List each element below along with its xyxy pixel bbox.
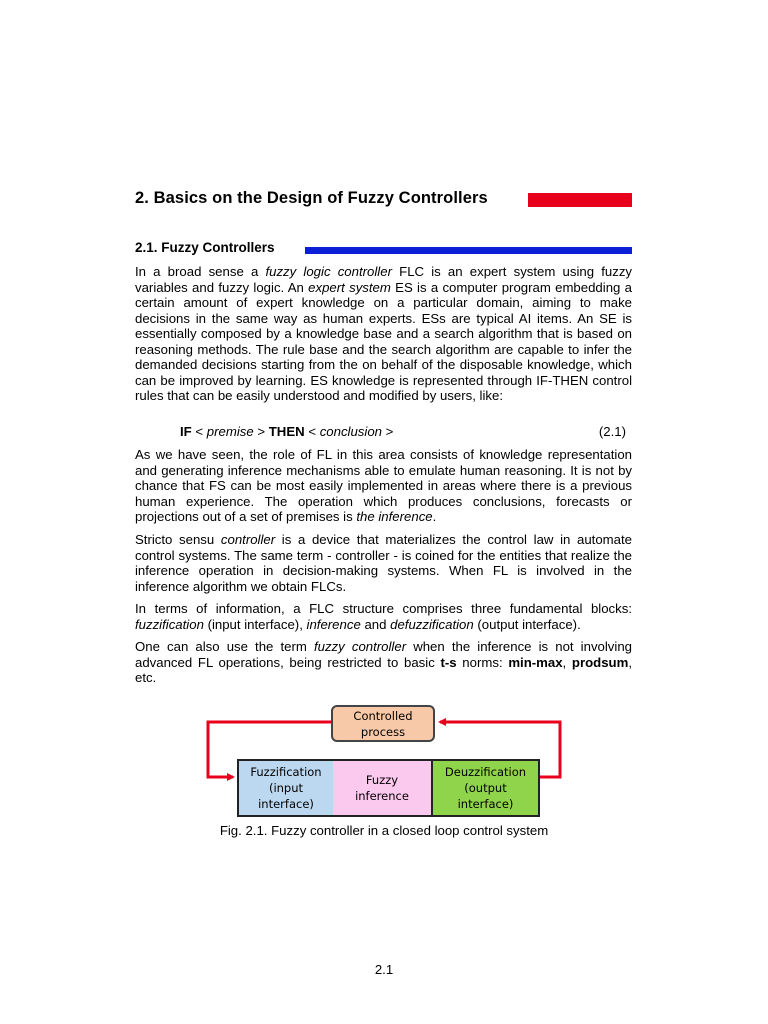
- paragraph-run: defuzzification: [390, 616, 474, 632]
- equation-if-keyword: IF: [180, 424, 192, 439]
- fuzzy-inference-label: Fuzzy inference: [355, 773, 409, 803]
- paragraph-run: when the inference is not involving advanced FL operations, being restricted to basic: [135, 639, 632, 670]
- paragraph-run: is a device that materializes the control law in automate control systems. The same term - controller - is coined for the entities that realize the inference operation in decision-making systems. When FL is involved in the inference algorithm we obtain FLCs.: [135, 532, 632, 594]
- paragraph-run: and: [360, 616, 391, 632]
- equation-lt: <: [195, 424, 204, 439]
- paragraph-run: the inference: [356, 509, 433, 524]
- paragraph-run: Stricto sensu: [135, 532, 221, 547]
- fuzzification-label: Fuzzification (input interface): [250, 765, 322, 811]
- paragraph-run: t-s: [440, 654, 457, 670]
- subsection-heading-accent-bar: [305, 247, 632, 254]
- paragraph-4: [135, 601, 632, 632]
- paragraph-run: One can also use the term: [135, 639, 314, 654]
- equation-number: (2.1): [598, 424, 626, 439]
- paragraph-run: (input interface),: [203, 616, 307, 632]
- figure-2-1-diagram: [200, 700, 570, 820]
- equation-2-1: [180, 424, 632, 440]
- paragraph-run: .: [432, 509, 437, 524]
- controlled-process-label: Controlled process: [353, 708, 413, 739]
- paragraph-run: As we have seen, the role of FL in this area consists of knowledge representation and generating inference mechanisms able to emulate human reasoning. It is not by chance that FS can be most easily implemented in areas where there is a previous human experience. The operation which produces conclusions, forecasts or projections out of a set of premises is: [135, 447, 632, 524]
- equation-gt: >: [257, 424, 266, 439]
- paragraph-run: inference: [306, 616, 361, 632]
- paragraph-run: fuzzy controller: [313, 639, 407, 654]
- paragraph-run: (output interface).: [473, 616, 581, 632]
- fuzzification-block: [237, 759, 335, 817]
- section-heading-accent-bar: [528, 193, 632, 207]
- subsection-heading: 2.1. Fuzzy Controllers: [135, 240, 275, 255]
- paragraph-run: , etc.: [135, 654, 632, 685]
- paragraph-run: In terms of information, a FLC structure comprises three fundamental blocks:: [135, 601, 632, 616]
- section-heading: 2. Basics on the Design of Fuzzy Controllers: [135, 189, 488, 207]
- fuzzy-inference-block: [333, 759, 431, 817]
- paragraph-run: expert system: [308, 279, 391, 295]
- paragraph-1: [135, 264, 632, 404]
- paragraph-run: controller: [220, 532, 276, 547]
- figure-caption: Fig. 2.1. Fuzzy controller in a closed loop control system: [219, 823, 549, 838]
- equation-premise: premise: [206, 424, 254, 439]
- paragraph-run: norms:: [456, 654, 509, 670]
- paragraph-run: FLC is an expert system using fuzzy variables and fuzzy logic. An: [135, 264, 633, 295]
- paragraph-run: fuzzification: [135, 616, 204, 632]
- defuzzification-block: [431, 759, 540, 817]
- paragraph-run: min-max: [508, 654, 563, 670]
- paragraph-3: [135, 532, 632, 594]
- paragraph-2: [135, 447, 632, 525]
- equation-gt: >: [385, 424, 394, 439]
- equation-then-keyword: THEN: [268, 424, 305, 439]
- defuzzification-label: Deuzzification (output interface): [444, 765, 527, 811]
- paragraph-run: ,: [562, 654, 572, 670]
- paragraph-run: In a broad sense a: [135, 264, 266, 279]
- equation-conclusion: conclusion: [319, 424, 382, 439]
- paragraph-run: ES is a computer program embedding a certain amount of expert knowledge on a particular domain, aiming to make decisions in the same way as human experts. ESs are typical AI items. An SE is essentially composed by a knowledge base and a search algorithm that is based on reasoning methods. The rule base and the search algorithm are capable to infer the demanded decisions starting from the on behalf of the disposable knowledge, which can be improved by learning. ES knowledge is represented through IF-THEN control rules that can be easily understood and modified by users, like:: [135, 279, 632, 403]
- paragraph-run: fuzzy logic controller: [265, 264, 392, 279]
- controlled-process-block: [331, 705, 435, 742]
- equation-lt: <: [308, 424, 317, 439]
- page-number: 2.1: [374, 962, 394, 977]
- paragraph-run: prodsum: [571, 654, 629, 670]
- paragraph-5: [135, 639, 632, 686]
